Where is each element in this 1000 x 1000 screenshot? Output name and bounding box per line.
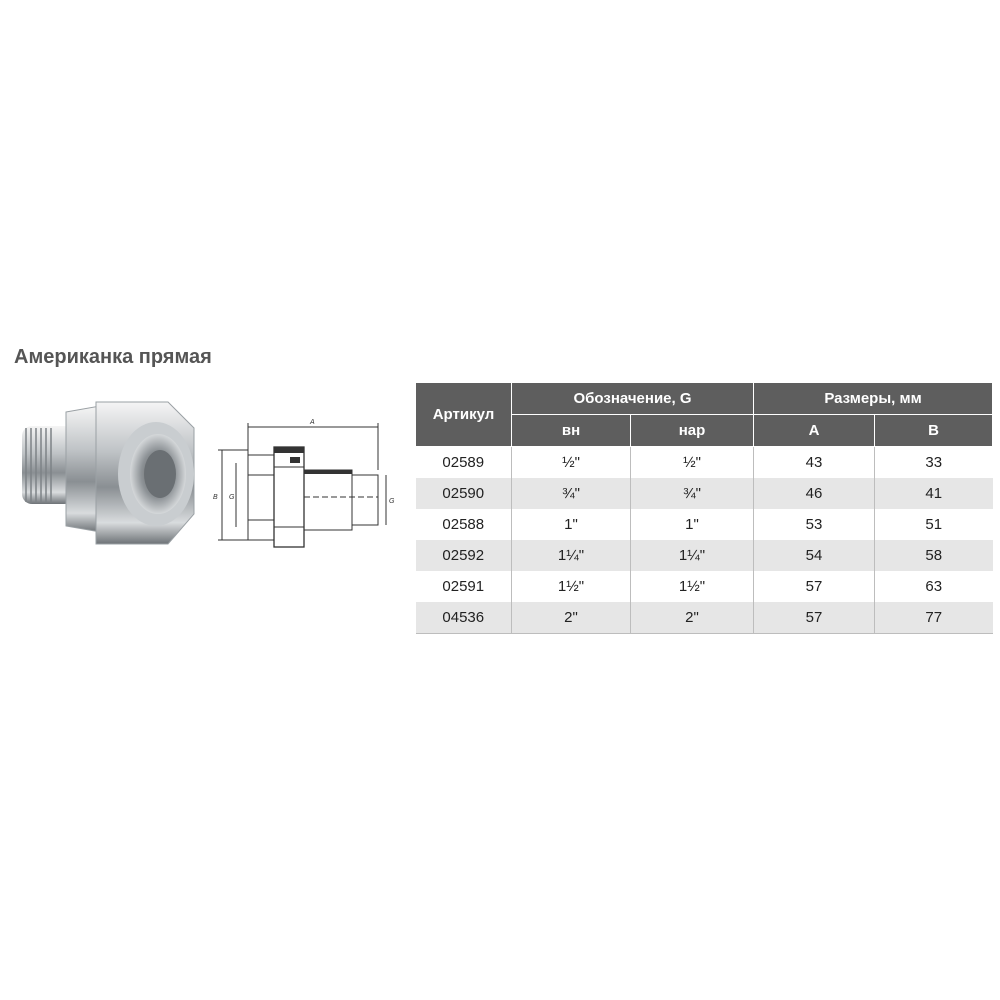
table-row [416,602,993,634]
cell-vn: ½" [512,447,631,479]
technical-drawing [210,415,400,550]
header-b: B [875,415,993,447]
cell-b: 77 [875,602,993,634]
cell-vn: ¾" [512,478,631,509]
cell-b: 51 [875,509,993,540]
cell-article: 02592 [416,540,512,571]
dim-label-b: B [213,494,218,501]
cell-article: 02590 [416,478,512,509]
cell-nar: 1½" [631,571,754,602]
cell-nar: 1¼" [631,540,754,571]
header-dimensions: Размеры, мм [754,383,993,415]
spec-table [415,382,993,634]
cell-nar: 1" [631,509,754,540]
cell-nar: ¾" [631,478,754,509]
cell-a: 57 [754,571,875,602]
cell-vn: 1½" [512,571,631,602]
table-row [416,571,993,602]
header-article: Артикул [416,383,512,447]
cell-nar: ½" [631,447,754,479]
cell-a: 46 [754,478,875,509]
cell-b: 41 [875,478,993,509]
cell-article: 02591 [442,578,485,595]
dim-label-g-right: G [389,498,395,505]
table-row [416,447,993,479]
cell-vn: 2" [512,602,631,634]
cell-vn: 1" [512,509,631,540]
fitting-photo [18,398,203,548]
cell-vn: 1¼" [512,540,631,571]
page-title: Американка прямая [14,346,212,368]
cell-b: 58 [875,540,993,571]
cell-a: 57 [754,602,875,634]
cell-article: 02588 [442,516,485,533]
header-vn: вн [512,415,631,447]
cell-a: 53 [754,509,875,540]
header-designation: Обозначение, G [512,383,754,415]
table-header-row [416,383,993,415]
cell-b: 63 [875,571,993,602]
dim-label-g: G [229,494,235,501]
cell-b: 33 [875,447,993,479]
header-nar: нар [631,415,754,447]
table-row [416,540,993,571]
table-row [416,509,993,540]
cell-article: 04536 [416,602,512,634]
dim-label-a: A [310,419,315,426]
cell-article: 02589 [442,454,485,471]
cell-nar: 2" [631,602,754,634]
cell-a: 54 [754,540,875,571]
table-row [416,478,993,509]
cell-a: 43 [754,447,875,479]
header-a: A [754,415,875,447]
